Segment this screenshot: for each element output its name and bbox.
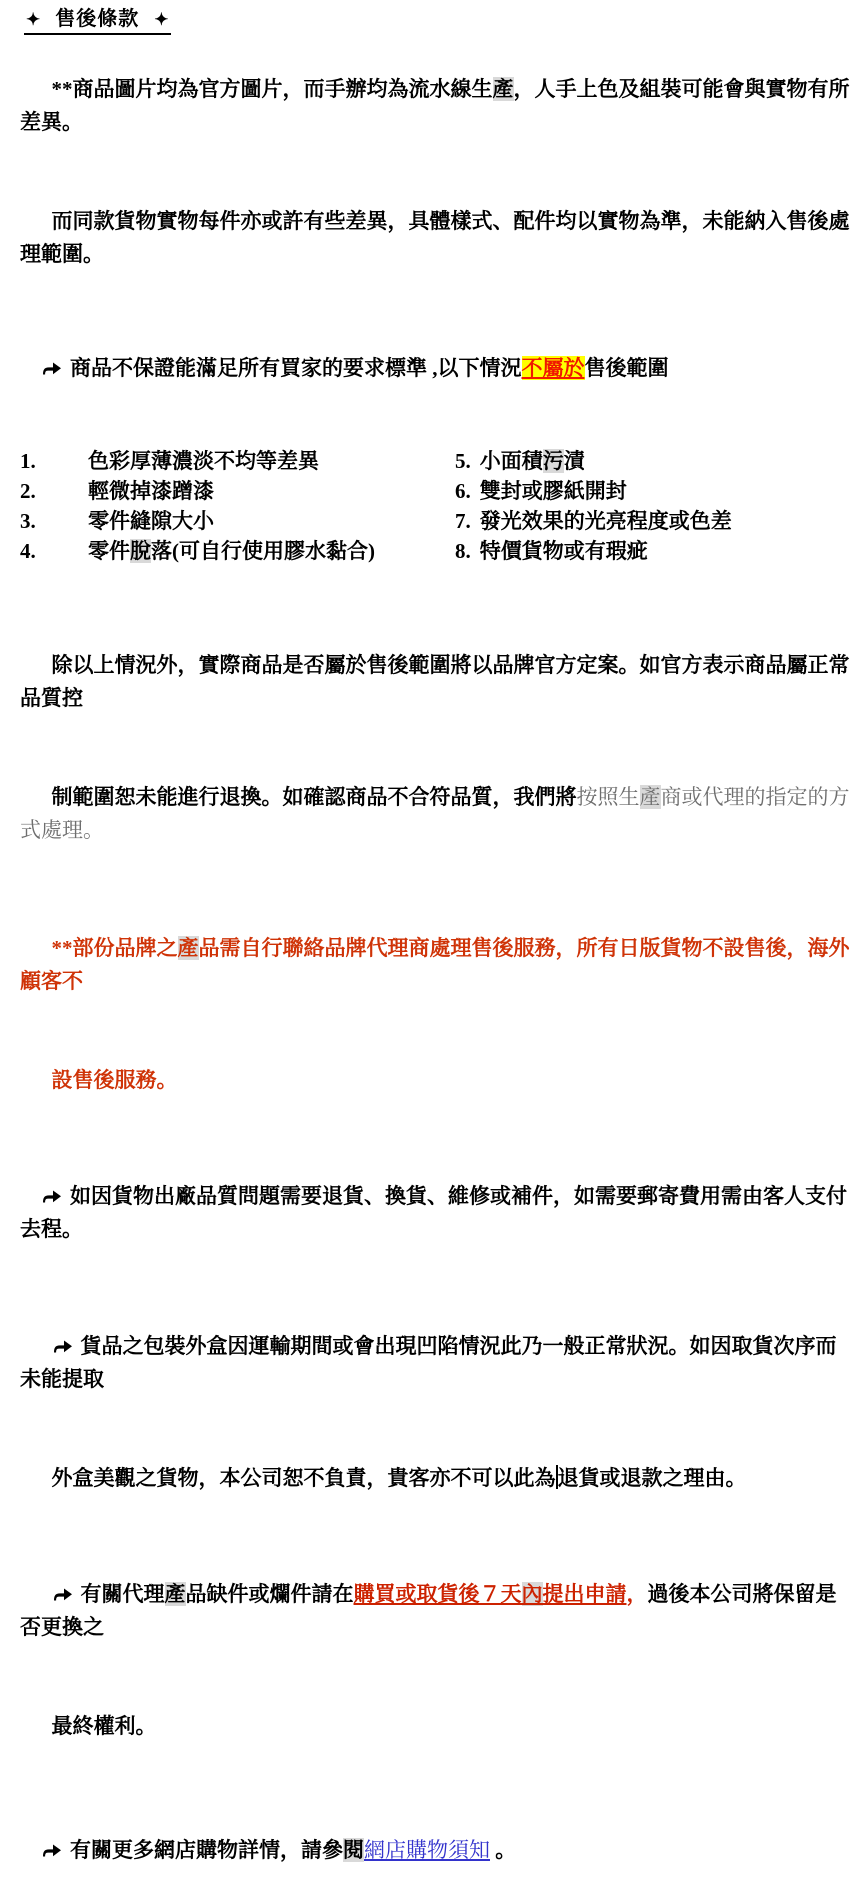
item-number: 6.	[455, 479, 471, 503]
substituted-char: 閱	[343, 1838, 364, 1862]
page-title-text: 售後條款	[55, 8, 140, 30]
curved-right-arrow-icon	[52, 1586, 74, 1602]
exclusion-item-7	[455, 506, 732, 536]
curved-right-arrow-icon	[41, 1842, 63, 1858]
brand-warning-line-2	[20, 1031, 850, 1130]
list-row	[20, 476, 850, 506]
store-shopping-guide-link[interactable]: 網店購物須知	[364, 1838, 490, 1862]
packaging-note-text: 外盒美觀之貨物，本公司恕不負責，貴客亦不可以此為	[51, 1466, 556, 1490]
claim-note-comma: ，	[626, 1582, 648, 1606]
decision-text: 制範圍恕未能進行退換。如確認商品不合符品質，我們將	[51, 785, 577, 809]
item-text: 小面積污漬	[479, 449, 585, 473]
decision-paragraph	[20, 616, 850, 880]
packaging-note-text: 貨品之包裝外盒因運輸期間或會出現凹陷情況此乃一般正常狀況。如因取貨次序而未能提取	[20, 1334, 837, 1391]
claim-note-line-2	[20, 1677, 850, 1776]
claim-deadline-link[interactable]: 購買或取貨後７天內提出申請	[353, 1582, 627, 1606]
exclusion-item-2	[20, 476, 455, 506]
item-text: 輕微掉漆蹭漆	[88, 479, 214, 503]
intro-line-2	[20, 172, 850, 304]
intro-paragraph	[20, 40, 850, 304]
item-text: 零件縫隙大小	[88, 509, 214, 533]
item-text: 色彩厚薄濃淡不均等差異	[88, 449, 319, 473]
claim-note-text: 最終權利。	[51, 1714, 157, 1738]
notice-line	[20, 319, 850, 418]
curved-right-arrow-icon	[41, 360, 63, 376]
decision-text: 除以上情況外，實際商品是否屬於售後範圍將以品牌官方定案。如官方表示商品屬正常品質控	[20, 653, 850, 710]
decision-line-1	[20, 616, 850, 748]
brand-warning-text: 品需自行聯絡品牌代理商處理售後服務，所有日版貨物不設售後，海外顧客不	[20, 936, 850, 993]
substituted-char: 脫	[130, 539, 151, 563]
curved-right-arrow-icon	[41, 1188, 63, 1204]
exclusion-item-8	[455, 536, 648, 566]
packaging-note-line-1	[20, 1297, 850, 1429]
substituted-char: 產	[639, 785, 661, 809]
decision-line-2	[20, 748, 850, 880]
substituted-char: 產	[492, 77, 514, 101]
claim-note-line-1	[20, 1545, 850, 1677]
claim-note-paragraph	[20, 1545, 850, 1776]
item-number: 7.	[455, 509, 471, 533]
packaging-note-line-2	[20, 1429, 850, 1528]
shipping-note-line	[20, 1147, 850, 1279]
substituted-char: 產	[164, 1582, 186, 1606]
exclusion-item-4	[20, 536, 455, 566]
more-info-line	[20, 1801, 850, 1900]
list-row	[20, 536, 850, 566]
item-text: 發光效果的光亮程度或色差	[479, 509, 732, 533]
exclusion-item-5	[455, 446, 585, 476]
exclusion-item-6	[455, 476, 627, 506]
intro-text: **商品圖片均為官方圖片，而手辦均為流水線生	[51, 77, 493, 101]
exclusions-list	[20, 446, 850, 566]
item-number: 4.	[20, 539, 36, 563]
intro-text: 而同款貨物實物每件亦或許有些差異，具體樣式、配件均以實物為準，未能納入售後處理範圍。	[20, 209, 850, 266]
substituted-char: 內	[521, 1582, 543, 1606]
intro-text: ，人手上色及組裝可能會與實物有所差異。	[20, 77, 850, 134]
item-number: 5.	[455, 449, 471, 473]
title-row	[20, 5, 850, 40]
packaging-note-paragraph	[20, 1297, 850, 1528]
item-text: 零件脫落(可自行使用膠水黏合)	[88, 539, 375, 563]
intro-line-1	[20, 40, 850, 172]
item-text: 特價貨物或有瑕疵	[479, 539, 648, 563]
four-pointed-star-icon: ✦	[154, 10, 169, 29]
list-row	[20, 446, 850, 476]
brand-warning-text: **部份品牌之	[51, 936, 178, 960]
claim-note-text: 有關代理	[80, 1582, 165, 1606]
brand-warning-line-1	[20, 899, 850, 1031]
more-info-text: 。	[490, 1838, 517, 1862]
notice-text: 售後範圍	[584, 356, 669, 380]
item-text: 雙封或膠紙開封	[479, 479, 627, 503]
list-row	[20, 506, 850, 536]
claim-note-text: 品缺件或爛件請在	[185, 1582, 354, 1606]
not-covered-highlight: 不屬於	[521, 356, 585, 380]
curved-right-arrow-icon	[52, 1338, 74, 1354]
more-info-text: 有關更多網店購物詳情，請參	[70, 1838, 343, 1862]
page-title	[24, 7, 171, 35]
exclusion-item-3	[20, 506, 455, 536]
claim-note-text: 過後本公司將保留是否更換之	[20, 1582, 837, 1639]
substituted-char: 污	[542, 449, 564, 473]
packaging-note-text: 退貨或退款之理由。	[557, 1466, 747, 1490]
item-number: 3.	[20, 509, 36, 533]
brand-warning-paragraph	[20, 899, 850, 1130]
four-pointed-star-icon: ✦	[26, 10, 41, 29]
item-number: 1.	[20, 449, 36, 473]
item-number: 2.	[20, 479, 36, 503]
notice-text: 商品不保證能滿足所有買家的要求標準 ,以下情況	[70, 356, 522, 380]
substituted-char: 產	[177, 936, 199, 960]
shipping-note-text: 如因貨物出廠品質問題需要退貨、換貨、維修或補件，如需要郵寄費用需由客人支付去程。	[20, 1184, 847, 1241]
brand-warning-text: 設售後服務。	[51, 1068, 178, 1092]
item-number: 8.	[455, 539, 471, 563]
exclusion-item-1	[20, 446, 455, 476]
decision-gray-text: 按照生產商或代理的指定的方式處理。	[20, 785, 850, 842]
